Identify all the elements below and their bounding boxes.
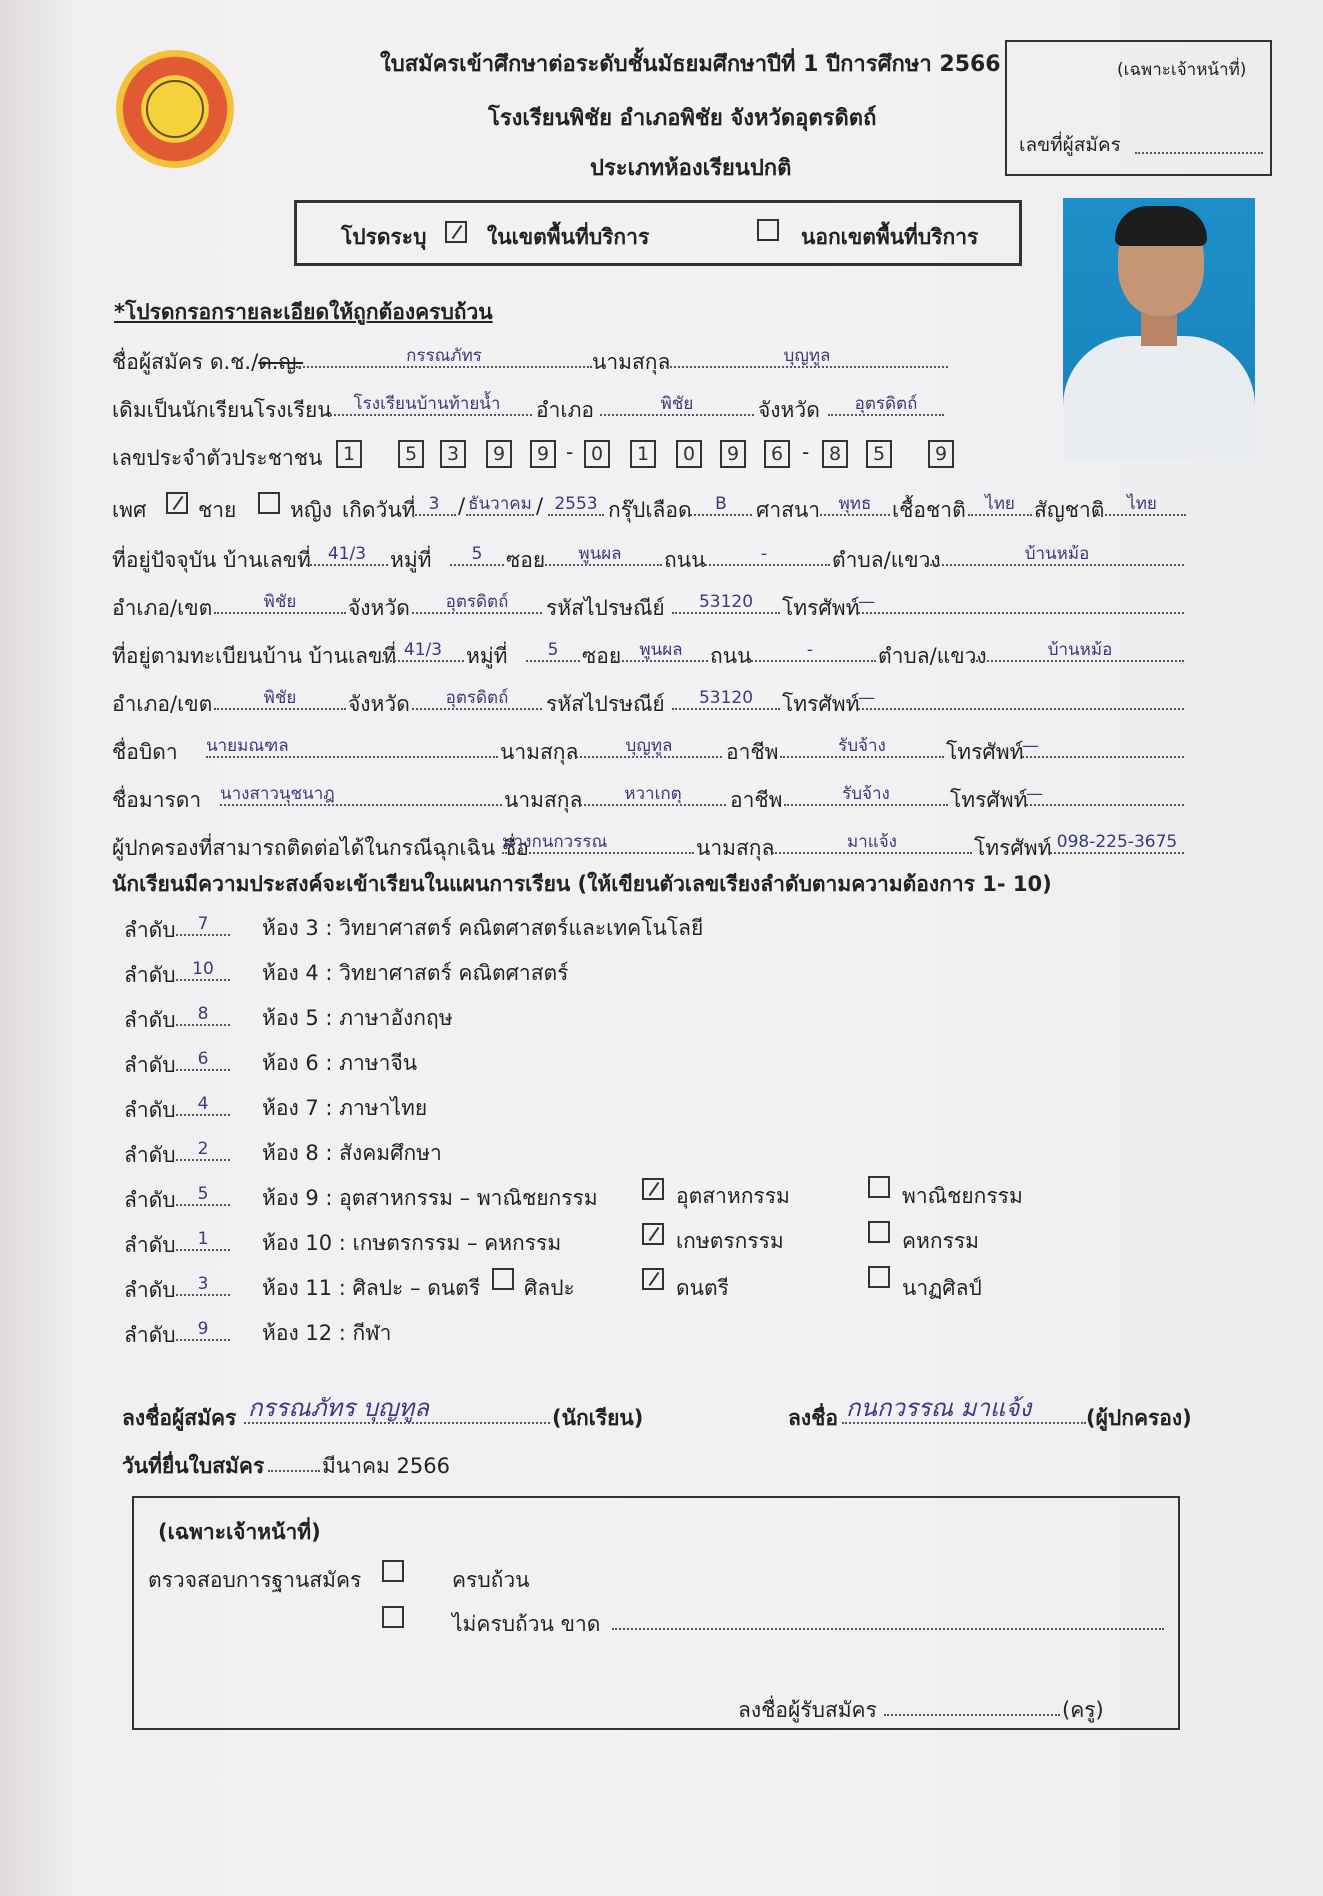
id-separator: -: [566, 440, 574, 464]
name-label: ชื่อผู้สมัคร ด.ช./ด.ญ.: [112, 350, 304, 374]
guardian-role: (ผู้ปกครอง): [1086, 1406, 1192, 1430]
guardian-signature-label: ลงชื่อ: [788, 1406, 838, 1430]
rank-label: ลำดับ: [124, 918, 176, 942]
male-checkbox[interactable]: [166, 492, 188, 514]
previous-school-field[interactable]: โรงเรียนบ้านท้ายน้ำ: [322, 394, 532, 416]
staff-box-title: (เฉพาะเจ้าหน้าที่): [158, 1520, 321, 1544]
race-field[interactable]: ไทย: [968, 494, 1032, 516]
instruction: *โปรดกรอกรายละเอียดให้ถูกต้องครบถ้วน: [114, 300, 493, 324]
school-name: โรงเรียนพิชัย อำเภอพิชัย จังหวัดอุตรดิตถ์: [488, 106, 877, 131]
father-surname-field[interactable]: บุญทูล: [576, 736, 722, 758]
applicant-photo: [1063, 198, 1255, 460]
rank-field[interactable]: 6: [176, 1049, 230, 1071]
birth-label: เกิดวันที่: [342, 498, 416, 522]
current-house-no-field[interactable]: 41/3: [306, 544, 388, 566]
current-zip-label: รหัสไปรษณีย์: [546, 596, 665, 620]
rank-label: ลำดับ: [124, 1143, 176, 1167]
rank-label: ลำดับ: [124, 1008, 176, 1032]
rank-label: ลำดับ: [124, 1098, 176, 1122]
current-moo-field[interactable]: 5: [450, 544, 504, 566]
logo-emblem: [146, 80, 204, 138]
guardian-surname-label: นามสกุล: [696, 836, 775, 860]
music-label: ดนตรี: [676, 1276, 729, 1300]
plans-heading: นักเรียนมีความประสงค์จะเข้าเรียนในแผนการเรียน (ให้เขียนตัวเลขเรียงลำดับตามความต้องการ 1- 10): [112, 872, 1052, 896]
prev-province-label: จังหวัด: [758, 398, 820, 422]
incomplete-label: ไม่ครบถ้วน ขาด: [452, 1612, 601, 1636]
complete-label: ครบถ้วน: [452, 1568, 530, 1592]
incomplete-checkbox[interactable]: [382, 1606, 404, 1628]
id-digit[interactable]: 9: [720, 440, 746, 468]
registered-address-label: ที่อยู่ตามทะเบียนบ้าน บ้านเลขที่: [112, 644, 397, 668]
race-label: เชื้อชาติ: [892, 498, 966, 522]
agriculture-label: เกษตรกรรม: [676, 1229, 784, 1253]
id-separator: -: [802, 440, 810, 464]
registered-moo-field[interactable]: 5: [526, 640, 580, 662]
staff-applicant-no-box: [1005, 40, 1272, 176]
id-digit[interactable]: 5: [398, 440, 424, 468]
id-digit[interactable]: 5: [866, 440, 892, 468]
plan-room-label: ห้อง 3 : วิทยาศาสตร์ คณิตศาสตร์และเทคโนโลยี: [262, 916, 704, 940]
submit-day-field[interactable]: [268, 1450, 320, 1472]
mother-job-field[interactable]: รับจ้าง: [784, 784, 948, 806]
dance-checkbox[interactable]: [868, 1266, 890, 1288]
rank-label: ลำดับ: [124, 1278, 176, 1302]
document-check-label: ตรวจสอบการฐานสมัคร: [148, 1568, 362, 1592]
birth-year-field[interactable]: 2553: [548, 494, 604, 516]
submit-date-value: มีนาคม 2566: [322, 1454, 450, 1478]
mother-phone-field[interactable]: —: [1026, 784, 1184, 806]
music-checkbox[interactable]: [642, 1268, 664, 1290]
registered-phone-field[interactable]: —: [858, 688, 1184, 710]
rank-field[interactable]: 1: [176, 1229, 230, 1251]
id-digit[interactable]: 8: [822, 440, 848, 468]
current-subdistrict-label: ตำบล/แขวง: [832, 548, 941, 572]
plan-room-label: ห้อง 4 : วิทยาศาสตร์ คณิตศาสตร์: [262, 961, 569, 985]
prev-district-field[interactable]: พิชัย: [600, 394, 754, 416]
current-district-field[interactable]: พิชัย: [214, 592, 346, 614]
id-digit[interactable]: 1: [630, 440, 656, 468]
female-checkbox[interactable]: [258, 492, 280, 514]
in-area-label: ในเขตพื้นที่บริการ: [487, 225, 650, 249]
birth-month-field[interactable]: ธันวาคม: [466, 494, 534, 516]
in-area-checkbox[interactable]: [445, 221, 467, 243]
current-road-field[interactable]: -: [698, 544, 830, 566]
nationality-label: สัญชาติ: [1034, 498, 1105, 522]
mother-job-label: อาชีพ: [730, 788, 783, 812]
current-soi-field[interactable]: พูนผล: [538, 544, 662, 566]
plan-room-label: ห้อง 12 : กีฬา: [262, 1321, 392, 1345]
applicant-signature-label: ลงชื่อผู้สมัคร: [122, 1406, 237, 1430]
female-label: หญิง: [290, 498, 332, 522]
father-name-field[interactable]: นายมณฑล: [206, 736, 498, 758]
registered-moo-label: หมู่ที่: [466, 644, 508, 668]
registered-road-label: ถนน: [710, 644, 752, 668]
plan-room-label: ห้อง 11 : ศิลปะ – ดนตรี: [262, 1276, 481, 1300]
id-digit[interactable]: 0: [584, 440, 610, 468]
guardian-signature: กนกวรรณ มาแจ้ง: [846, 1394, 1032, 1422]
registered-soi-field[interactable]: พูนผล: [614, 640, 708, 662]
registered-zip-field[interactable]: 53120: [672, 688, 780, 710]
current-subdistrict-field[interactable]: บ้านหม้อ: [930, 544, 1184, 566]
registered-road-field[interactable]: -: [744, 640, 876, 662]
rank-field[interactable]: 7: [176, 914, 230, 936]
applicant-no-field[interactable]: [1135, 132, 1263, 154]
id-digit[interactable]: 0: [676, 440, 702, 468]
rank-label: ลำดับ: [124, 1233, 176, 1257]
religion-field[interactable]: พุทธ: [820, 494, 890, 516]
plan-room-label: ห้อง 5 : ภาษาอังกฤษ: [262, 1006, 453, 1030]
blood-group-field[interactable]: B: [690, 494, 752, 516]
mother-phone-label: โทรศัพท์: [950, 788, 1028, 812]
staff-only-label: (เฉพาะเจ้าหน้าที่): [1117, 60, 1247, 80]
art-checkbox[interactable]: [492, 1268, 514, 1290]
id-digit[interactable]: 3: [440, 440, 466, 468]
id-digit[interactable]: 9: [530, 440, 556, 468]
religion-label: ศาสนา: [756, 498, 821, 522]
classroom-type: ประเภทห้องเรียนปกติ: [590, 156, 792, 181]
guardian-phone-label: โทรศัพท์: [974, 836, 1052, 860]
applicant-signature: กรรณภัทร บุญทูล: [248, 1394, 429, 1422]
plan-room-label: ห้อง 7 : ภาษาไทย: [262, 1096, 428, 1120]
father-job-label: อาชีพ: [726, 740, 779, 764]
date-slash: /: [536, 494, 544, 518]
id-digit[interactable]: 9: [928, 440, 954, 468]
guardian-name-field[interactable]: นางกนกวรรณ: [502, 832, 694, 854]
first-name-field[interactable]: กรรณภัทร: [296, 346, 592, 368]
current-road-label: ถนน: [664, 548, 706, 572]
rank-field[interactable]: 5: [176, 1184, 230, 1206]
rank-field[interactable]: 9: [176, 1319, 230, 1341]
guardian-surname-field[interactable]: มาแจ้ง: [772, 832, 972, 854]
complete-checkbox[interactable]: [382, 1560, 404, 1582]
male-label: ชาย: [198, 498, 237, 522]
mother-surname-label: นามสกุล: [504, 788, 583, 812]
current-phone-label: โทรศัพท์: [782, 596, 860, 620]
date-slash: /: [458, 494, 466, 518]
home-economics-checkbox[interactable]: [868, 1221, 890, 1243]
birth-day-field[interactable]: 3: [412, 494, 456, 516]
out-area-checkbox[interactable]: [757, 219, 779, 241]
registered-subdistrict-label: ตำบล/แขวง: [878, 644, 987, 668]
submit-date-label: วันที่ยื่นใบสมัคร: [122, 1454, 265, 1478]
industry-label: อุตสาหกรรม: [676, 1184, 790, 1208]
registered-phone-label: โทรศัพท์: [782, 692, 860, 716]
guardian-label: ผู้ปกครองที่สามารถติดต่อได้ในกรณีฉุกเฉิน ชื่อ: [112, 836, 529, 860]
prev-province-field[interactable]: อุตรดิตถ์: [828, 394, 944, 416]
current-soi-label: ซอย: [506, 548, 546, 572]
registered-district-field[interactable]: พิชัย: [214, 688, 346, 710]
sex-label: เพศ: [112, 498, 147, 522]
id-digit[interactable]: 6: [764, 440, 790, 468]
father-phone-label: โทรศัพท์: [946, 740, 1024, 764]
home-economics-label: คหกรรม: [902, 1229, 980, 1253]
plan-room-label: ห้อง 6 : ภาษาจีน: [262, 1051, 418, 1075]
rank-field[interactable]: 3: [176, 1274, 230, 1296]
industry-checkbox[interactable]: [642, 1178, 664, 1200]
rank-label: ลำดับ: [124, 1323, 176, 1347]
art-label: ศิลปะ: [524, 1276, 575, 1300]
photo-shirt: [1063, 336, 1255, 460]
registered-subdistrict-field[interactable]: บ้านหม้อ: [976, 640, 1184, 662]
prev-district-label: อำเภอ: [536, 398, 595, 422]
father-label: ชื่อบิดา: [112, 740, 178, 764]
school-label: เดิมเป็นนักเรียนโรงเรียน: [112, 398, 332, 422]
dance-label: นาฏศิลป์: [902, 1276, 982, 1300]
rank-label: ลำดับ: [124, 1188, 176, 1212]
staff-check-box: [132, 1496, 1180, 1730]
receiver-role: (ครู): [1062, 1698, 1104, 1722]
current-province-label: จังหวัด: [348, 596, 410, 620]
father-phone-field[interactable]: —: [1022, 736, 1184, 758]
service-area-box: [294, 200, 1022, 266]
commerce-checkbox[interactable]: [868, 1176, 890, 1198]
rank-label: ลำดับ: [124, 1053, 176, 1077]
national-id-label: เลขประจำตัวประชาชน: [112, 446, 323, 470]
father-job-field[interactable]: รับจ้าง: [780, 736, 944, 758]
mother-label: ชื่อมารดา: [112, 788, 202, 812]
current-province-field[interactable]: อุตรดิตถ์: [412, 592, 542, 614]
area-prompt: โปรดระบุ: [341, 225, 427, 249]
registered-house-no-field[interactable]: 41/3: [382, 640, 464, 662]
applicant-role: (นักเรียน): [552, 1406, 644, 1430]
plan-room-label: ห้อง 10 : เกษตรกรรม – คหกรรม: [262, 1231, 562, 1255]
receiver-signature-label: ลงชื่อผู้รับสมัคร: [738, 1698, 877, 1722]
registered-district-label: อำเภอ/เขต: [112, 692, 213, 716]
mother-surname-field[interactable]: หวาเกตุ: [580, 784, 726, 806]
id-digit[interactable]: 9: [486, 440, 512, 468]
rank-field[interactable]: 10: [176, 959, 230, 981]
guardian-phone-field[interactable]: 098-225-3675: [1050, 832, 1184, 854]
registered-soi-label: ซอย: [582, 644, 622, 668]
missing-items-field[interactable]: [612, 1608, 1164, 1630]
nationality-field[interactable]: ไทย: [1098, 494, 1186, 516]
plan-room-label: ห้อง 9 : อุตสาหกรรม – พาณิชยกรรม: [262, 1186, 598, 1210]
female-prefix-struck: ด.ญ.: [258, 350, 304, 374]
rank-label: ลำดับ: [124, 963, 176, 987]
applicant-no-label: เลขที่ผู้สมัคร: [1019, 134, 1121, 156]
out-area-label: นอกเขตพื้นที่บริการ: [801, 225, 979, 249]
rank-field[interactable]: 8: [176, 1004, 230, 1026]
commerce-label: พาณิชยกรรม: [902, 1184, 1023, 1208]
mother-name-field[interactable]: นางสาวนุชนาฎ: [220, 784, 502, 806]
current-moo-label: หมู่ที่: [390, 548, 432, 572]
registered-province-label: จังหวัด: [348, 692, 410, 716]
registered-province-field[interactable]: อุตรดิตถ์: [412, 688, 542, 710]
plan-room-label: ห้อง 8 : สังคมศึกษา: [262, 1141, 442, 1165]
registered-zip-label: รหัสไปรษณีย์: [546, 692, 665, 716]
id-digit[interactable]: 1: [336, 440, 362, 468]
school-logo: [116, 50, 234, 168]
rank-field[interactable]: 4: [176, 1094, 230, 1116]
current-address-label: ที่อยู่ปัจจุบัน บ้านเลขที่: [112, 548, 311, 572]
rank-field[interactable]: 2: [176, 1139, 230, 1161]
current-zip-field[interactable]: 53120: [672, 592, 780, 614]
surname-label: นามสกุล: [592, 350, 671, 374]
photo-hair: [1115, 206, 1207, 246]
surname-field[interactable]: บุญทูล: [666, 346, 948, 368]
receiver-signature-line[interactable]: [884, 1694, 1060, 1716]
agriculture-checkbox[interactable]: [642, 1223, 664, 1245]
current-district-label: อำเภอ/เขต: [112, 596, 213, 620]
blood-label: กรุ๊ปเลือด: [608, 498, 692, 522]
current-phone-field[interactable]: —: [858, 592, 1184, 614]
form-title: ใบสมัครเข้าศึกษาต่อระดับชั้นมัธยมศึกษาปีที่ 1 ปีการศึกษา 2566: [380, 52, 1001, 77]
father-surname-label: นามสกุล: [500, 740, 579, 764]
